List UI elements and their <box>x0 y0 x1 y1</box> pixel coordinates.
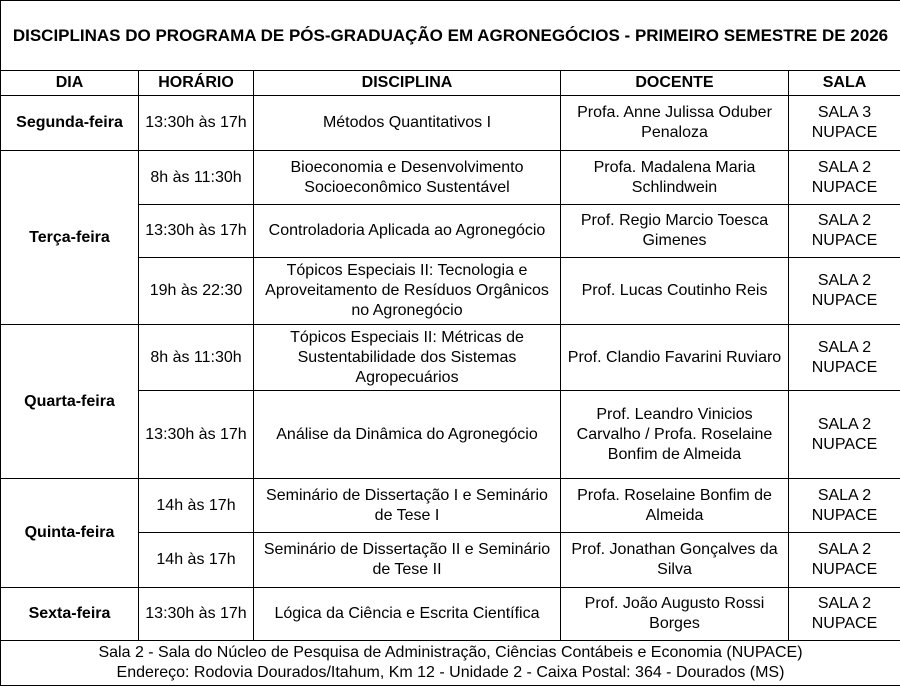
course-cell: Análise da Dinâmica do Agronegócio <box>254 391 561 479</box>
room-cell: SALA 2 NUPACE <box>789 258 900 325</box>
teacher-cell: Prof. Leandro Vinicios Carvalho / Profa. Roselaine Bonfim de Almeida <box>561 391 789 479</box>
course-cell: Bioeconomia e Desenvolvimento Socioeconômico Sustentável <box>254 151 561 205</box>
course-cell: Controladoria Aplicada ao Agronegócio <box>254 205 561 258</box>
room-cell: SALA 2 NUPACE <box>789 533 900 588</box>
time-cell: 13:30h às 17h <box>139 391 254 479</box>
teacher-cell: Prof. Clandio Favarini Ruviaro <box>561 325 789 391</box>
day-cell: Terça-feira <box>1 151 139 325</box>
teacher-cell: Prof. Jonathan Gonçalves da Silva <box>561 533 789 588</box>
time-cell: 13:30h às 17h <box>139 96 254 151</box>
table-row <box>1 325 900 391</box>
table-row <box>1 151 900 205</box>
header-horario: HORÁRIO <box>139 71 254 96</box>
time-cell: 19h às 22:30 <box>139 258 254 325</box>
teacher-cell: Profa. Roselaine Bonfim de Almeida <box>561 479 789 533</box>
room-cell: SALA 2 NUPACE <box>789 325 900 391</box>
day-cell: Sexta-feira <box>1 588 139 641</box>
teacher-cell: Prof. Regio Marcio Toesca Gimenes <box>561 205 789 258</box>
teacher-cell: Profa. Anne Julissa Oduber Penaloza <box>561 96 789 151</box>
table-row <box>1 479 900 533</box>
teacher-cell: Prof. João Augusto Rossi Borges <box>561 588 789 641</box>
course-cell: Tópicos Especiais II: Tecnologia e Aproveitamento de Resíduos Orgânicos no Agronegócio <box>254 258 561 325</box>
teacher-cell: Profa. Madalena Maria Schlindwein <box>561 151 789 205</box>
table-row <box>1 588 900 641</box>
room-cell: SALA 2 NUPACE <box>789 391 900 479</box>
teacher-cell: Prof. Lucas Coutinho Reis <box>561 258 789 325</box>
room-cell: SALA 3 NUPACE <box>789 96 900 151</box>
header-row <box>1 71 900 96</box>
header-sala: SALA <box>789 71 900 96</box>
day-cell: Quarta-feira <box>1 325 139 479</box>
footer-address: Endereço: Rodovia Dourados/Itahum, Km 12 - Unidade 2 - Caixa Postal: 364 - Dourados (MS) <box>116 664 785 681</box>
time-cell: 14h às 17h <box>139 479 254 533</box>
course-cell: Lógica da Ciência e Escrita Científica <box>254 588 561 641</box>
room-cell: SALA 2 NUPACE <box>789 588 900 641</box>
room-cell: SALA 2 NUPACE <box>789 151 900 205</box>
time-cell: 8h às 11:30h <box>139 151 254 205</box>
course-cell: Tópicos Especiais II: Métricas de Sustentabilidade dos Sistemas Agropecuários <box>254 325 561 391</box>
course-cell: Seminário de Dissertação II e Seminário de Tese II <box>254 533 561 588</box>
day-cell: Quinta-feira <box>1 479 139 588</box>
time-cell: 14h às 17h <box>139 533 254 588</box>
course-cell: Métodos Quantitativos I <box>254 96 561 151</box>
time-cell: 13:30h às 17h <box>139 205 254 258</box>
header-docente: DOCENTE <box>561 71 789 96</box>
schedule-title: DISCIPLINAS DO PROGRAMA DE PÓS-GRADUAÇÃO EM AGRONEGÓCIOS - PRIMEIRO SEMESTRE DE 2026 <box>1 1 900 71</box>
header-disciplina: DISCIPLINA <box>254 71 561 96</box>
header-dia: DIA <box>1 71 139 96</box>
room-cell: SALA 2 NUPACE <box>789 205 900 258</box>
course-cell: Seminário de Dissertação I e Seminário de Tese I <box>254 479 561 533</box>
room-cell: SALA 2 NUPACE <box>789 479 900 533</box>
day-cell: Segunda-feira <box>1 96 139 151</box>
time-cell: 13:30h às 17h <box>139 588 254 641</box>
footer-room-note: Sala 2 - Sala do Núcleo de Pesquisa de Administração, Ciências Contábeis e Economia (NUPACE) <box>98 644 803 661</box>
time-cell: 8h às 11:30h <box>139 325 254 391</box>
table-row <box>1 96 900 151</box>
footer-note <box>1 641 900 686</box>
